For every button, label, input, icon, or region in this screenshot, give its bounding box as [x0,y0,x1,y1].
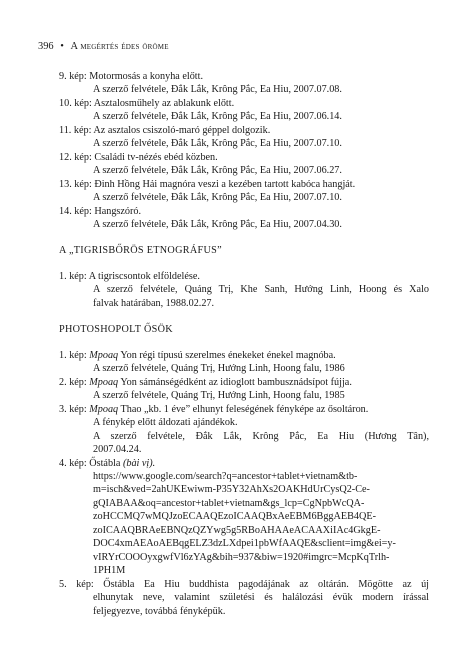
url-line: zoICAAQBRAeEBNQzQZYwg5g5RBoAHAAeACAAXiIAc4GkgE- [93,525,381,536]
caption-line: 9. kép: Motormosás a konyha előtt. [59,71,204,82]
caption-line: A szerző felvétele, Đắk Lắk, Krông Pắc, Ea Hiu (Hương Tân), [93,431,429,442]
caption-number: 1. kép: [59,350,90,361]
caption-line: 14. kép: Hangszóró. [59,206,142,217]
caption-line: A szerző felvétele, Đắk Lắk, Krông Pắc, Ea Hiu, 2007.06.14. [93,111,342,122]
url-line: zoHCCMQ7wMQJzoECAAQEzoICAAQBxAeEBM6BggAEB4QE- [93,511,376,522]
italic-term: Mpoaq [89,350,119,361]
caption-line: A szerző felvétele, Quảng Trị, Hướng Linh, Hoong falu, 1986 [93,363,345,374]
caption-line: A szerző felvétele, Đắk Lắk, Krông Pắc, Ea Hiu, 2007.07.10. [93,192,342,203]
caption-line: elhunytak neve, valamint születési és halálozási évük modern írással [93,592,429,603]
caption-line: A szerző felvétele, Đắk Lắk, Krông Pắc, Ea Hiu, 2007.07.10. [93,138,342,149]
url-line: vIRYrCOOOyxgwfVl6zYAg&bih=937&biw=1920#imgrc=McpKqTrlh- [93,552,390,563]
url-line: m=isch&ved=2ahUKEwiwm-P35Y32AhXs2OAKHdUrCysQ2-Ce- [93,484,370,495]
caption-line: A fénykép előtt áldozati ajándékok. [93,417,238,428]
caption-line: 12. kép: Családi tv-nézés ebéd közben. [59,152,218,163]
caption-line [59,403,368,416]
page-header [38,40,169,53]
url-line: 1PH1M [93,565,126,576]
italic-term: Mpoaq [89,377,119,388]
caption-line: 1. kép: A tigriscsontok elföldelése. [59,271,200,282]
caption-line: 11. kép: Az asztalos csiszoló-maró géppel dolgozik. [59,125,271,136]
caption-text: Yon sámánségédként az idioglott bambusznádsípot fújja. [118,377,352,388]
running-title: A megértés édes öröme [70,41,169,52]
caption-line: A szerző felvétele, Quảng Trị, Hướng Linh, Hoong falu, 1985 [93,390,345,401]
page-number: 396 [38,41,54,52]
caption-line: A szerző felvétele, Quảng Trị, Khe Sanh, Hướng Linh, Hoong és Xalo [93,284,429,295]
caption-text: 4. kép: Őstábla [59,458,123,469]
section-heading: PHOTOSHOPOLT ŐSÖK [59,324,173,335]
caption-line: A szerző felvétele, Đắk Lắk, Krông Pắc, Ea Hiu, 2007.06.27. [93,165,342,176]
url-line: gQIABAA&oq=ancestor+tablet+vietnam&gs_lcp=CgNpbWcQA- [93,498,365,509]
url-line: https://www.google.com/search?q=ancestor+tablet+vietnam&tb- [93,471,358,482]
caption-line [59,376,352,389]
caption-line: A szerző felvétele, Đắk Lắk, Krông Pắc, Ea Hiu, 2007.04.30. [93,219,342,230]
header-bullet: • [60,41,64,52]
caption-line: A szerző felvétele, Đắk Lắk, Krông Pắc, Ea Hiu, 2007.07.08. [93,84,342,95]
caption-line [59,457,155,470]
section-heading: A „TIGRISBŐRÖS ETNOGRÁFUS” [59,245,222,256]
caption-number: 2. kép: [59,377,90,388]
caption-line: 2007.04.24. [93,444,142,455]
caption-line [59,349,336,362]
caption-line: 10. kép: Asztalosműhely az ablakunk előtt. [59,98,235,109]
caption-text: Thao „kb. 1 éve” elhunyt feleségének fényképe az ősoltáron. [118,404,369,415]
caption-text: Yon régi típusú szerelmes énekeket énekel magnóba. [118,350,336,361]
italic-term: Mpoaq [89,404,119,415]
caption-number: 3. kép: [59,404,90,415]
caption-line: falvak határában, 1988.02.27. [93,298,215,309]
caption-line: 5. kép: Őstábla Ea Hiu buddhista pagodájának az oltárán. Mögötte az új [59,579,429,590]
italic-term: (bài vị). [122,458,156,469]
caption-line: feljegyezve, továbbá fényképük. [93,606,226,617]
url-line: DOC4xmAEAoAEBqgELZ3dzLXdpei1pbWfAAQE&sclient=img&ei=y- [93,538,396,549]
caption-line: 13. kép: Đinh Hồng Hải magnóra veszi a kezében tartott kabóca hangját. [59,179,356,190]
